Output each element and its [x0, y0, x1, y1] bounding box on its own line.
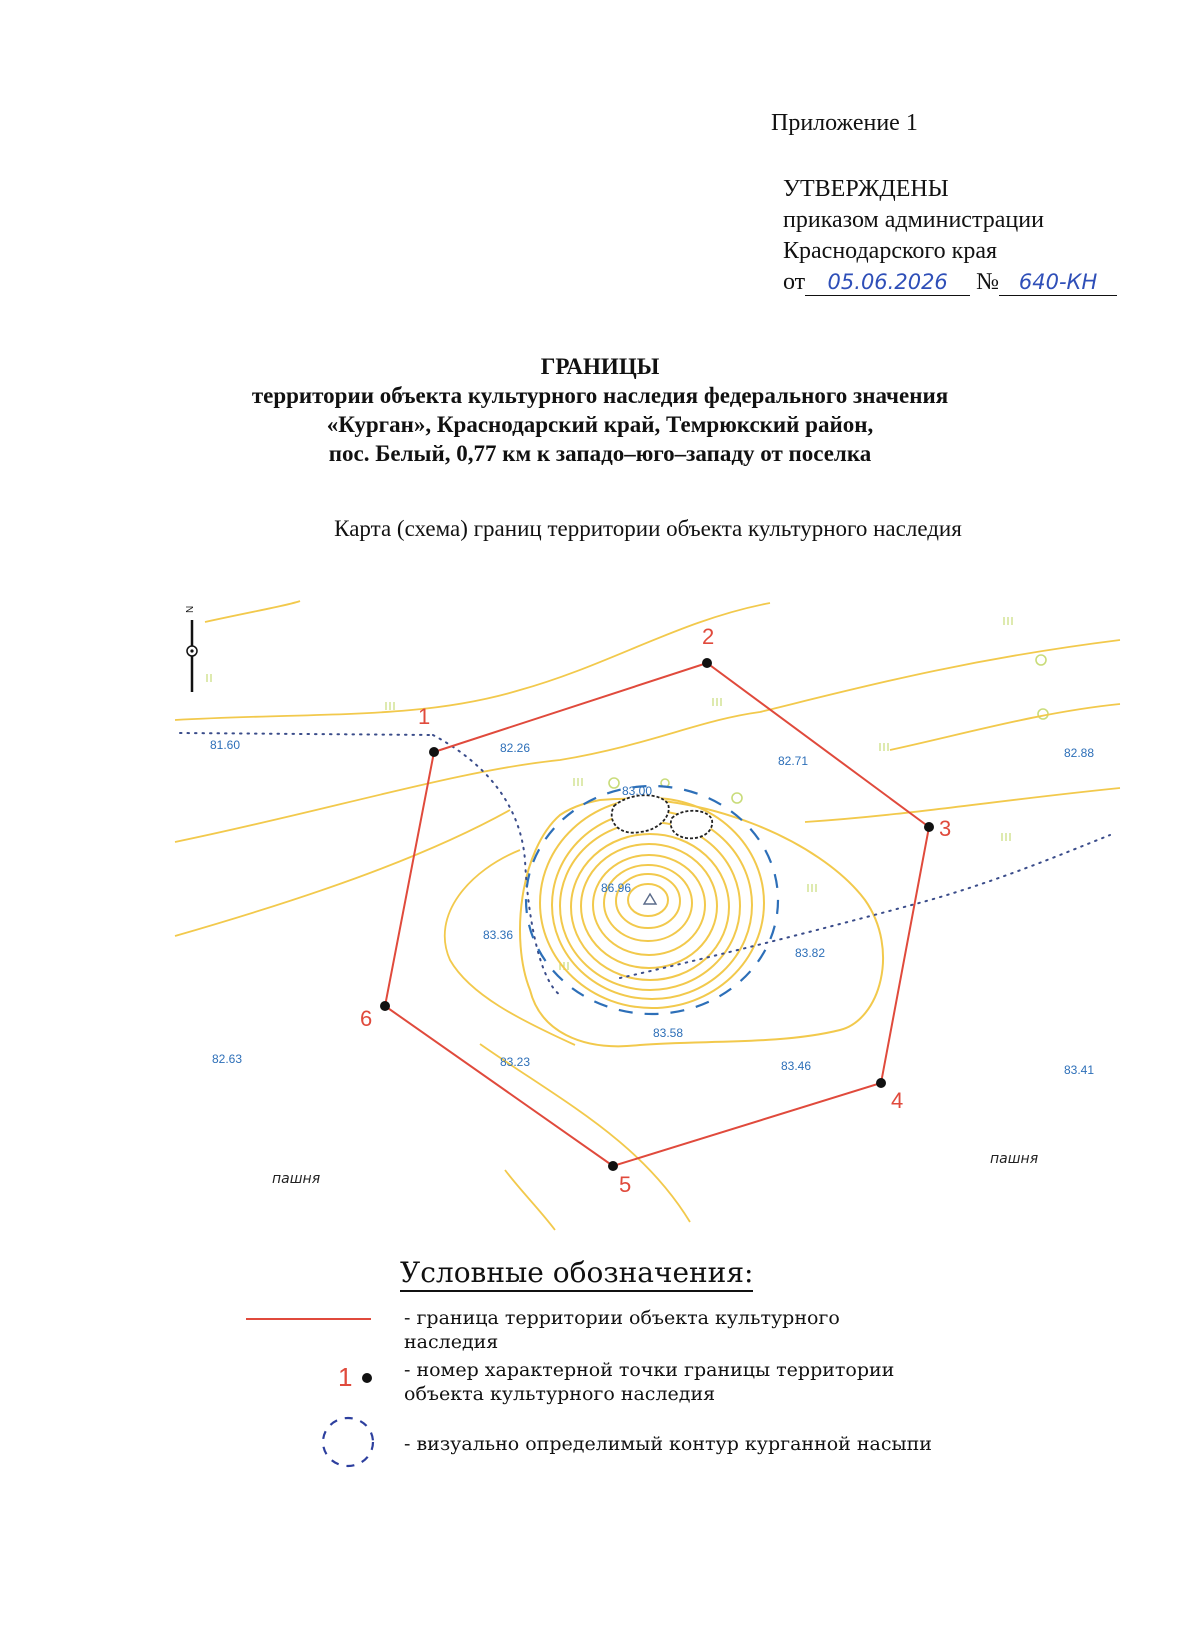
legend-item-point [404, 1358, 894, 1406]
north-arrow-icon [185, 606, 197, 692]
elevation-label: 83.36 [483, 928, 514, 942]
boundary-point [702, 658, 712, 668]
legend-dashed-circle-symbol [318, 1412, 378, 1472]
approval-line: приказом администрации [783, 207, 1044, 233]
appendix-label: Приложение 1 [771, 110, 918, 136]
approval-line: Краснодарского края [783, 238, 998, 264]
legend-item-mound [404, 1432, 932, 1456]
legend-text: - граница территории объекта культурного [404, 1307, 840, 1329]
map-subtitle: Карта (схема) границ территории объекта культурного наследия [334, 516, 962, 541]
field-label: пашня [272, 1171, 321, 1187]
elevation-label: 83.41 [1064, 1063, 1095, 1077]
handwritten-number: 640-КН [999, 269, 1117, 296]
legend-title: Условные обозначения: [400, 1256, 753, 1292]
from-label: от [783, 269, 806, 295]
point-label: 2 [702, 624, 715, 649]
point-label: 3 [939, 816, 952, 841]
approval-block [783, 174, 1117, 298]
elevation-label: 83.58 [653, 1026, 684, 1040]
point-labels [360, 624, 951, 1197]
legend-text: - визуально определимый контур курганной насыпи [404, 1433, 932, 1455]
pits [612, 795, 712, 838]
elevation-labels [210, 738, 1094, 1077]
title-heading: ГРАНИЦЫ [540, 354, 660, 379]
boundary-point [876, 1078, 886, 1088]
elevation-label: 83.00 [622, 784, 653, 798]
point-label: 1 [418, 704, 431, 729]
point-label: 5 [619, 1172, 632, 1197]
title-line: «Курган», Краснодарский край, Темрюкский район, [326, 412, 874, 437]
boundary-point [608, 1161, 618, 1171]
legend-point-dot [362, 1373, 372, 1383]
field-labels [272, 1151, 1038, 1187]
document-title [0, 352, 1200, 468]
approval-line: УТВЕРЖДЕНЫ [783, 176, 949, 202]
legend-point-number: 1 [338, 1362, 353, 1392]
title-line: пос. Белый, 0,77 км к западо–юго–западу от поселка [328, 441, 872, 466]
legend-red-line-symbol [246, 1318, 371, 1320]
elevation-label: 82.71 [778, 754, 809, 768]
legend-text: объекта культурного наследия [404, 1383, 716, 1405]
elevation-label: 83.46 [781, 1059, 812, 1073]
elevation-label: 86.96 [601, 881, 632, 895]
boundary-map [0, 580, 1200, 1240]
point-label: 4 [891, 1088, 904, 1113]
handwritten-date: 05.06.2026 [805, 269, 970, 296]
boundary-point [924, 822, 934, 832]
summit-triangle [644, 894, 656, 904]
number-label: № [976, 269, 1000, 295]
approval-date-line [783, 267, 1117, 298]
legend-text: - номер характерной точки границы территории [404, 1359, 895, 1381]
field-label: пашня [990, 1151, 1039, 1167]
north-label: N [185, 605, 196, 613]
elevation-label: 82.88 [1064, 746, 1095, 760]
elevation-label: 81.60 [210, 738, 241, 752]
boundary-point [380, 1001, 390, 1011]
elevation-label: 82.26 [500, 741, 531, 755]
legend-item-boundary [404, 1306, 840, 1354]
title-line: территории объекта культурного наследия федерального значения [251, 383, 949, 408]
point-label: 6 [360, 1006, 373, 1031]
legend-text: наследия [404, 1331, 499, 1353]
elevation-label: 83.23 [500, 1055, 531, 1069]
elevation-label: 82.63 [212, 1052, 243, 1066]
elevation-label: 83.82 [795, 946, 826, 960]
boundary-point [429, 747, 439, 757]
